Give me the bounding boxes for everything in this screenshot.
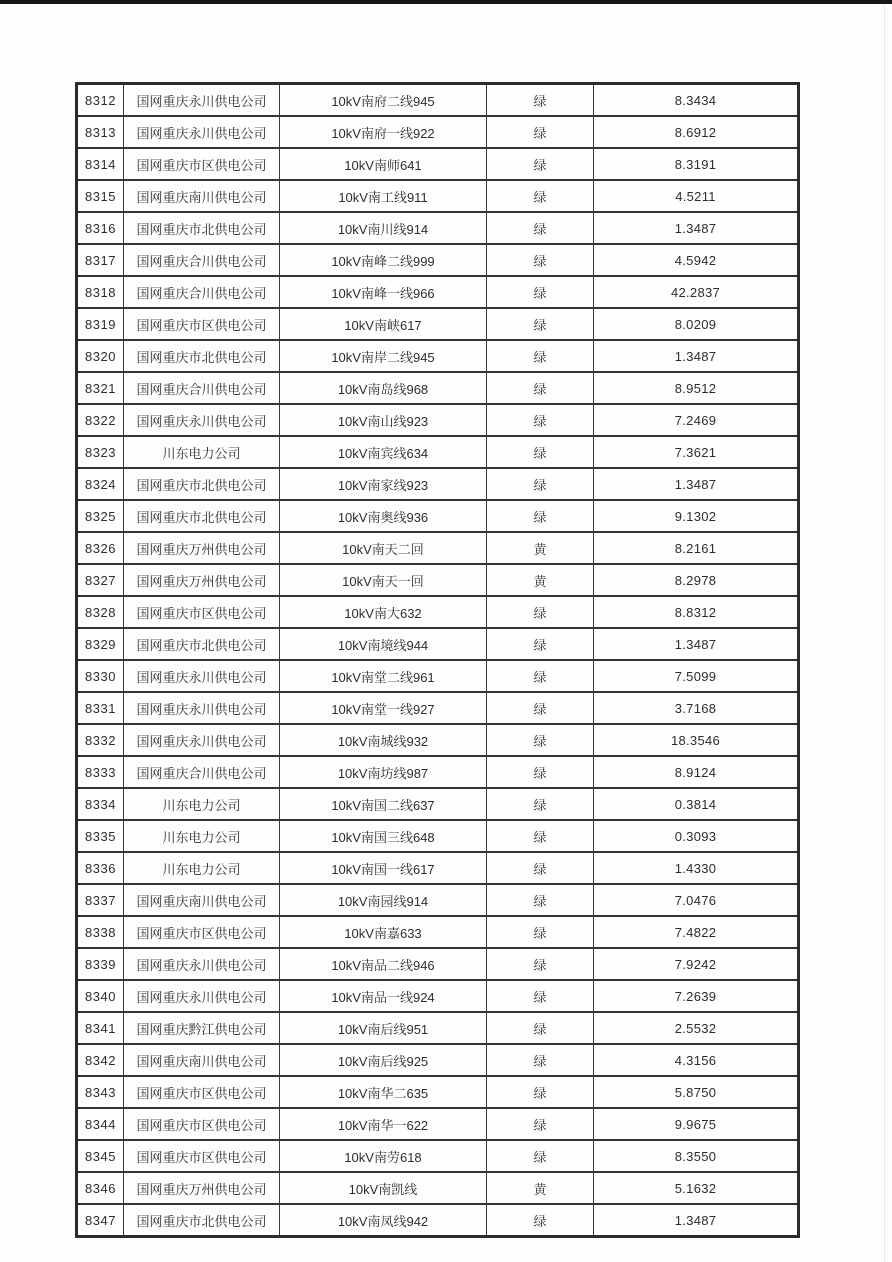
cell-line: 10kV南凯线 (280, 1172, 487, 1204)
cell-id: 8343 (77, 1076, 124, 1108)
power-line-data-table (75, 82, 800, 1238)
cell-line: 10kV南奥线936 (280, 500, 487, 532)
cell-id: 8324 (77, 468, 124, 500)
cell-status: 绿 (487, 244, 594, 276)
cell-line: 10kV南峰二线999 (280, 244, 487, 276)
table-row (77, 212, 799, 244)
cell-company: 国网重庆市北供电公司 (124, 500, 280, 532)
cell-id: 8337 (77, 884, 124, 916)
table-row (77, 660, 799, 692)
cell-line: 10kV南国三线648 (280, 820, 487, 852)
cell-line: 10kV南园线914 (280, 884, 487, 916)
cell-value: 0.3814 (594, 788, 799, 820)
cell-company: 川东电力公司 (124, 852, 280, 884)
cell-value: 8.3550 (594, 1140, 799, 1172)
cell-id: 8347 (77, 1204, 124, 1237)
cell-status: 绿 (487, 372, 594, 404)
page-top-scan-bar (0, 0, 892, 4)
cell-company: 国网重庆南川供电公司 (124, 884, 280, 916)
table-row (77, 756, 799, 788)
cell-company: 国网重庆万州供电公司 (124, 532, 280, 564)
cell-line: 10kV南家线923 (280, 468, 487, 500)
cell-status: 绿 (487, 660, 594, 692)
cell-value: 1.4330 (594, 852, 799, 884)
cell-line: 10kV南华一622 (280, 1108, 487, 1140)
cell-company: 国网重庆万州供电公司 (124, 1172, 280, 1204)
cell-id: 8339 (77, 948, 124, 980)
cell-value: 3.7168 (594, 692, 799, 724)
cell-line: 10kV南宾线634 (280, 436, 487, 468)
table-row (77, 564, 799, 596)
cell-company: 国网重庆市北供电公司 (124, 468, 280, 500)
cell-line: 10kV南品二线946 (280, 948, 487, 980)
cell-id: 8336 (77, 852, 124, 884)
cell-id: 8326 (77, 532, 124, 564)
cell-status: 绿 (487, 628, 594, 660)
cell-id: 8314 (77, 148, 124, 180)
table-row (77, 884, 799, 916)
table-row (77, 436, 799, 468)
cell-status: 绿 (487, 820, 594, 852)
table-row (77, 116, 799, 148)
cell-company: 国网重庆南川供电公司 (124, 1044, 280, 1076)
cell-id: 8315 (77, 180, 124, 212)
table-row (77, 596, 799, 628)
cell-company: 国网重庆市区供电公司 (124, 1108, 280, 1140)
cell-company: 国网重庆永川供电公司 (124, 84, 280, 117)
cell-value: 8.3434 (594, 84, 799, 117)
table-row (77, 180, 799, 212)
cell-id: 8333 (77, 756, 124, 788)
cell-id: 8335 (77, 820, 124, 852)
table-row (77, 308, 799, 340)
cell-id: 8345 (77, 1140, 124, 1172)
cell-value: 8.3191 (594, 148, 799, 180)
cell-company: 国网重庆永川供电公司 (124, 692, 280, 724)
cell-value: 7.4822 (594, 916, 799, 948)
cell-status: 绿 (487, 756, 594, 788)
table-row (77, 500, 799, 532)
cell-id: 8344 (77, 1108, 124, 1140)
cell-id: 8329 (77, 628, 124, 660)
cell-value: 7.2639 (594, 980, 799, 1012)
cell-line: 10kV南师641 (280, 148, 487, 180)
table-row (77, 980, 799, 1012)
cell-value: 8.6912 (594, 116, 799, 148)
cell-company: 国网重庆市区供电公司 (124, 916, 280, 948)
cell-value: 7.5099 (594, 660, 799, 692)
cell-id: 8312 (77, 84, 124, 117)
cell-status: 绿 (487, 436, 594, 468)
cell-value: 8.9512 (594, 372, 799, 404)
cell-value: 9.1302 (594, 500, 799, 532)
cell-status: 绿 (487, 1108, 594, 1140)
cell-company: 川东电力公司 (124, 788, 280, 820)
cell-value: 5.1632 (594, 1172, 799, 1204)
cell-id: 8327 (77, 564, 124, 596)
cell-status: 绿 (487, 948, 594, 980)
cell-value: 8.2978 (594, 564, 799, 596)
cell-company: 川东电力公司 (124, 436, 280, 468)
cell-company: 国网重庆市北供电公司 (124, 340, 280, 372)
cell-line: 10kV南凤线942 (280, 1204, 487, 1237)
table-row (77, 820, 799, 852)
cell-line: 10kV南川线914 (280, 212, 487, 244)
cell-company: 国网重庆市区供电公司 (124, 308, 280, 340)
cell-line: 10kV南峡617 (280, 308, 487, 340)
table-row (77, 1140, 799, 1172)
table-row (77, 372, 799, 404)
cell-id: 8346 (77, 1172, 124, 1204)
cell-line: 10kV南劳618 (280, 1140, 487, 1172)
cell-status: 绿 (487, 308, 594, 340)
cell-company: 国网重庆市区供电公司 (124, 148, 280, 180)
cell-id: 8323 (77, 436, 124, 468)
cell-value: 7.9242 (594, 948, 799, 980)
cell-status: 黄 (487, 1172, 594, 1204)
cell-value: 1.3487 (594, 340, 799, 372)
table-row (77, 84, 799, 117)
cell-line: 10kV南坊线987 (280, 756, 487, 788)
table-body (77, 84, 799, 1237)
cell-value: 4.3156 (594, 1044, 799, 1076)
cell-id: 8332 (77, 724, 124, 756)
cell-value: 1.3487 (594, 468, 799, 500)
cell-id: 8341 (77, 1012, 124, 1044)
cell-line: 10kV南府一线922 (280, 116, 487, 148)
cell-status: 绿 (487, 980, 594, 1012)
table-row (77, 1044, 799, 1076)
cell-status: 绿 (487, 116, 594, 148)
table-row (77, 404, 799, 436)
cell-company: 国网重庆市区供电公司 (124, 1140, 280, 1172)
table-row (77, 1204, 799, 1237)
table-row (77, 724, 799, 756)
cell-company: 国网重庆永川供电公司 (124, 980, 280, 1012)
cell-company: 国网重庆黔江供电公司 (124, 1012, 280, 1044)
cell-line: 10kV南工线911 (280, 180, 487, 212)
cell-value: 1.3487 (594, 212, 799, 244)
cell-line: 10kV南府二线945 (280, 84, 487, 117)
cell-line: 10kV南堂一线927 (280, 692, 487, 724)
cell-value: 1.3487 (594, 1204, 799, 1237)
cell-line: 10kV南嘉633 (280, 916, 487, 948)
cell-line: 10kV南天二回 (280, 532, 487, 564)
table-row (77, 1012, 799, 1044)
table-row (77, 1076, 799, 1108)
cell-line: 10kV南品一线924 (280, 980, 487, 1012)
table-row (77, 532, 799, 564)
cell-status: 绿 (487, 468, 594, 500)
cell-status: 绿 (487, 84, 594, 117)
cell-id: 8342 (77, 1044, 124, 1076)
cell-status: 绿 (487, 500, 594, 532)
cell-id: 8320 (77, 340, 124, 372)
cell-status: 绿 (487, 1076, 594, 1108)
cell-line: 10kV南后线951 (280, 1012, 487, 1044)
table-row (77, 692, 799, 724)
cell-value: 0.3093 (594, 820, 799, 852)
cell-value: 2.5532 (594, 1012, 799, 1044)
cell-id: 8330 (77, 660, 124, 692)
cell-status: 绿 (487, 916, 594, 948)
table-row (77, 468, 799, 500)
cell-value: 4.5942 (594, 244, 799, 276)
cell-company: 国网重庆市北供电公司 (124, 628, 280, 660)
cell-company: 国网重庆永川供电公司 (124, 724, 280, 756)
cell-company: 国网重庆合川供电公司 (124, 756, 280, 788)
cell-status: 绿 (487, 852, 594, 884)
table-row (77, 628, 799, 660)
cell-company: 国网重庆永川供电公司 (124, 660, 280, 692)
cell-company: 国网重庆永川供电公司 (124, 948, 280, 980)
cell-value: 7.3621 (594, 436, 799, 468)
cell-status: 绿 (487, 692, 594, 724)
cell-status: 绿 (487, 1204, 594, 1237)
cell-value: 7.2469 (594, 404, 799, 436)
cell-line: 10kV南山线923 (280, 404, 487, 436)
cell-value: 5.8750 (594, 1076, 799, 1108)
table-row (77, 340, 799, 372)
cell-status: 绿 (487, 884, 594, 916)
cell-id: 8321 (77, 372, 124, 404)
cell-value: 8.9124 (594, 756, 799, 788)
table-row (77, 948, 799, 980)
cell-id: 8322 (77, 404, 124, 436)
cell-status: 绿 (487, 148, 594, 180)
table-row (77, 852, 799, 884)
cell-company: 国网重庆南川供电公司 (124, 180, 280, 212)
cell-company: 国网重庆市北供电公司 (124, 212, 280, 244)
cell-company: 国网重庆万州供电公司 (124, 564, 280, 596)
cell-status: 绿 (487, 276, 594, 308)
cell-line: 10kV南岸二线945 (280, 340, 487, 372)
cell-status: 绿 (487, 724, 594, 756)
cell-value: 7.0476 (594, 884, 799, 916)
cell-company: 国网重庆合川供电公司 (124, 372, 280, 404)
cell-line: 10kV南国一线617 (280, 852, 487, 884)
cell-id: 8328 (77, 596, 124, 628)
cell-line: 10kV南峰一线966 (280, 276, 487, 308)
cell-company: 国网重庆市北供电公司 (124, 1204, 280, 1237)
cell-id: 8317 (77, 244, 124, 276)
cell-status: 绿 (487, 596, 594, 628)
cell-id: 8316 (77, 212, 124, 244)
cell-value: 8.2161 (594, 532, 799, 564)
cell-line: 10kV南境线944 (280, 628, 487, 660)
cell-value: 4.5211 (594, 180, 799, 212)
cell-company: 国网重庆合川供电公司 (124, 244, 280, 276)
cell-line: 10kV南国二线637 (280, 788, 487, 820)
cell-status: 绿 (487, 180, 594, 212)
cell-company: 国网重庆永川供电公司 (124, 404, 280, 436)
cell-company: 国网重庆市区供电公司 (124, 1076, 280, 1108)
cell-value: 8.0209 (594, 308, 799, 340)
cell-line: 10kV南华二635 (280, 1076, 487, 1108)
cell-company: 国网重庆市区供电公司 (124, 596, 280, 628)
page-right-edge-artifact (884, 4, 885, 1262)
table-row (77, 916, 799, 948)
cell-id: 8338 (77, 916, 124, 948)
cell-status: 绿 (487, 1012, 594, 1044)
cell-line: 10kV南城线932 (280, 724, 487, 756)
cell-value: 1.3487 (594, 628, 799, 660)
table-row (77, 244, 799, 276)
cell-status: 黄 (487, 532, 594, 564)
table-row (77, 276, 799, 308)
cell-status: 绿 (487, 1140, 594, 1172)
cell-status: 绿 (487, 212, 594, 244)
table-row (77, 148, 799, 180)
cell-id: 8318 (77, 276, 124, 308)
table-row (77, 1172, 799, 1204)
cell-value: 8.8312 (594, 596, 799, 628)
cell-id: 8325 (77, 500, 124, 532)
cell-line: 10kV南岛线968 (280, 372, 487, 404)
cell-value: 18.3546 (594, 724, 799, 756)
cell-id: 8319 (77, 308, 124, 340)
cell-status: 绿 (487, 1044, 594, 1076)
cell-id: 8334 (77, 788, 124, 820)
cell-status: 绿 (487, 788, 594, 820)
cell-status: 绿 (487, 404, 594, 436)
table-row (77, 788, 799, 820)
cell-id: 8331 (77, 692, 124, 724)
cell-id: 8340 (77, 980, 124, 1012)
cell-status: 黄 (487, 564, 594, 596)
table-row (77, 1108, 799, 1140)
cell-company: 国网重庆合川供电公司 (124, 276, 280, 308)
cell-line: 10kV南堂二线961 (280, 660, 487, 692)
cell-line: 10kV南天一回 (280, 564, 487, 596)
cell-line: 10kV南后线925 (280, 1044, 487, 1076)
cell-company: 川东电力公司 (124, 820, 280, 852)
cell-value: 42.2837 (594, 276, 799, 308)
cell-company: 国网重庆永川供电公司 (124, 116, 280, 148)
cell-line: 10kV南大632 (280, 596, 487, 628)
cell-id: 8313 (77, 116, 124, 148)
cell-value: 9.9675 (594, 1108, 799, 1140)
cell-status: 绿 (487, 340, 594, 372)
